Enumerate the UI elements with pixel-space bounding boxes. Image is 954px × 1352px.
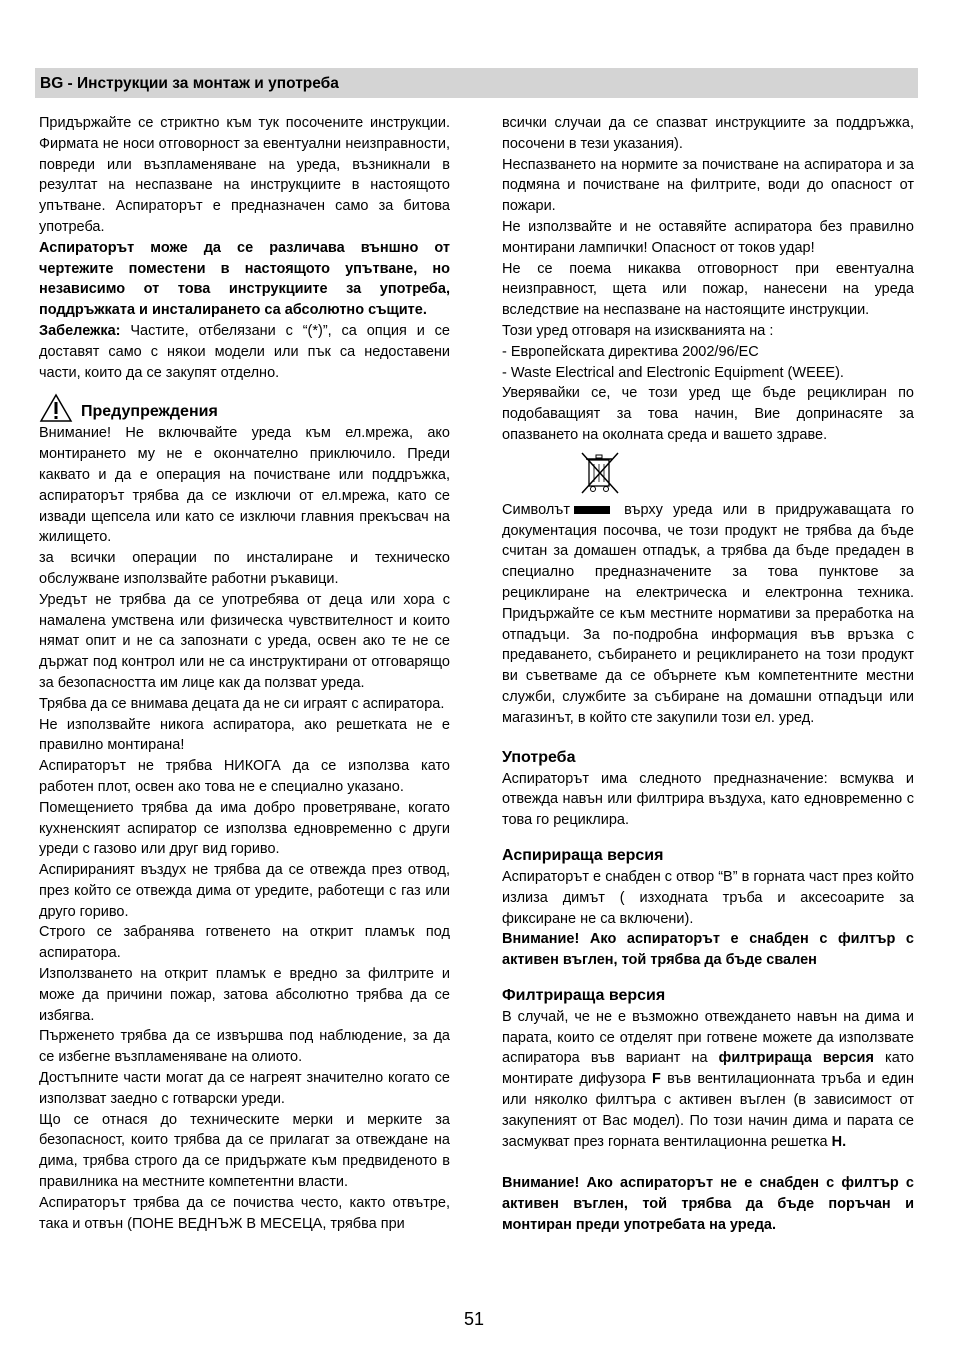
warning-paragraph: Що се отнася до техническите мерки и мерките за безопасност, които трябва да се прилагат за отвеждане на дима, трябва строго да се придържате към предвиденото в правилника на местните компетентни власти. [39,1111,450,1191]
page-number: 51 [464,1309,485,1329]
warning-paragraph: Уредът не трябва да се употребява от деца или хора с намалена умствена или физическа чувствителност и които нямат опит и не са запознати с уреда, освен ако те не се държат под контрол или не са инструктирани от отговарящо за безопасността им лице как да ползват уреда. [39,591,450,691]
aspirating-warning: Внимание! Ако аспираторът е снабден с филтър с активен въглен, той трябва да бъде свален [502,931,914,969]
warning-paragraph: Аспираторът не трябва НИКОГА да се използва като работен плот, освен ако това не е специално указано. [39,758,450,795]
warning-paragraph: Помещението трябва да има добро проветряване, когато кухненският аспиратор се използва едновременно с други уреди с газово или друг вид гориво. [39,799,450,858]
filtering-bold-part: F [651,1071,661,1088]
right-paragraph: - Европейската директива 2002/96/EC [502,343,759,360]
right-paragraph: - Waste Electrical and Electronic Equipment (WEEE). [502,364,844,381]
warning-paragraph: Трябва да се внимава децата да не си играят с аспиратора. [39,695,445,712]
warning-paragraph: за всички операции по инсталиране и техническо обслужване използвайте работни ръкавици. [39,550,450,587]
symbol-before: Символът [502,501,570,518]
filtering-text-part: във вентилационната тръба и един или няколко филтъра с активен въглен (в зависимост от закупеният от Вас модел). По този начин дима и парата се засмукват през горната вентилационна решетка [502,1071,914,1150]
left-column [39,113,450,1234]
note-text: Частите, отбелязани с “(*)”, са опция и се доставят само с някои модели или пък са недоставени части, които да се закупят отделно. [39,322,450,381]
black-bar-symbol [574,506,610,514]
filtering-bold-part: филтрираща версия [718,1050,874,1067]
filtering-text [502,1007,914,1153]
right-paragraph: Не се поема никаква отговорност при евентуална неизправност, щета или пожар, нанесени на уреда вследствие на неспазване на настоящите инструкции. [502,260,914,319]
warning-paragraph: Аспирираният въздух не трябва да се отвежда през отвод, през който се отвежда дима от уредите, работещи с газ или друго гориво. [39,862,450,920]
right-paragraph: Неспазването на нормите за почистване на аспиратора и за подмяна и почистване на филтрите, води до опасност от пожари. [502,156,914,215]
aspirating-title: Аспирираща версия [502,846,664,864]
crossed-bin-icon [578,450,622,496]
warning-paragraph: Не използвайте никога аспиратора, ако решетката не е правилно монтирана! [39,716,450,754]
warning-triangle-icon [39,393,73,423]
warning-paragraph: Аспираторът трябва да се почиства често, както отвътре, така и отвън (ПОНЕ ВЕДНЪЖ В МЕСЕЦА, трябва при [39,1194,450,1232]
warning-paragraph: Достъпните части могат да се нагреят значително когато се използват заедно с готварски уреди. [39,1070,450,1107]
filtering-bold-part: H. [831,1133,847,1150]
note-label: Забележка: [39,322,121,339]
filtering-text-part: В случай, че не е възможно отвеждането навън на дима и парата, които се отделят при готвене можете да използвате аспиратора във вариант на [502,1008,914,1067]
warning-paragraph: Използването на открит пламък е вредно за филтрите и може да причини пожар, затова абсолютно трябва да се избягва. [39,966,450,1024]
filtering-title: Филтрираща версия [502,986,666,1004]
right-column [502,113,914,1236]
symbol-after: върху уреда или в придружаващата го документация посочва, че този продукт не трябва да бъде считан за домашен отпадък, а трябва да бъде предаден в специално предназначените за това пунктове за рециклиране на електрическа и електронна техника. Придържайте се към местните нормативи за преработка на отпадъци. За по-подробна информация във връзка с предаването, събирането и рециклирането на този продукт ви съветваме да се обърнете към компетентните местни служби, службите за събиране на домашни отпадъци или магазинът, в който сте закупили този ел. уред. [502,501,914,726]
bold-notice: Аспираторът може да се различава външно от чертежите поместени в настоящото упътване, но независимо от това инструкциите за употреба, поддръжката и инсталирането са абсолютно същите. [39,239,450,319]
right-paragraph: Не използвайте и не оставяйте аспиратора без правилно монтирани лампички! Опасност от токов удар! [502,218,914,256]
warnings-title: Предупреждения [81,403,218,421]
use-text: Аспираторът има следното предназначение: всмуква и отвежда навън или филтрира въздуха, като едновременно с това го рециклира. [502,770,914,829]
right-paragraph: Уверявайки се, че този уред ще бъде рециклиран по подобаващият за това начин, Вие допринасяте за опазването на околната среда и вашето здраве. [502,385,914,443]
warnings-heading [39,391,450,423]
final-warning: Внимание! Ако аспираторът не е снабден с филтър с активен въглен, той трябва да бъде поръчан и монтиран преди употребата на уреда. [502,1175,914,1234]
use-title: Употреба [502,748,576,766]
intro-paragraph: Придържайте се стриктно към тук посочените инструкции. Фирмата не носи отговорност за евентуални неизправности, повреди или възпламеняване на уреда, възникнали в резултат на неспазване на инструкциите в настоящото упътване. Аспираторът е предназначен само за битова употреба. [39,115,450,235]
weee-symbol [502,450,914,500]
aspirating-text: Аспираторът е снабден с отвор “B” в горната част през който излиза димът ( изходната тръба и аксесоарите за фиксиране не са включени). [502,868,914,927]
weee-paragraph [502,500,914,729]
warning-paragraph: Строго се забранява готвенето на открит пламък под аспиратора. [39,924,450,962]
filtering-text-part: като монтирате дифузора [502,1050,914,1088]
right-paragraph: Този уред отговаря на изискванията на : [502,322,774,339]
right-paragraph: всички случаи да се спазват инструкциите за поддръжка, посочени в тези указания). [502,115,914,152]
page-header [35,68,918,98]
warning-paragraph: Пърженето трябва да се извършва под наблюдение, за да се избегне възпламеняване на олиото. [39,1028,450,1066]
warning-paragraph: Внимание! Не включвайте уреда към ел.мрежа, ако монтирането му не е окончателно приключило. Преди каквато и да е операция на почистване или поддръжка, аспираторът трябва да се изключи от ел.мрежа, като се извади щепсела или като се изключи главния прекъсвач на жилището. [39,425,450,546]
note-paragraph [39,321,450,383]
header-title: BG - Инструкции за монтаж и употреба [40,75,339,92]
